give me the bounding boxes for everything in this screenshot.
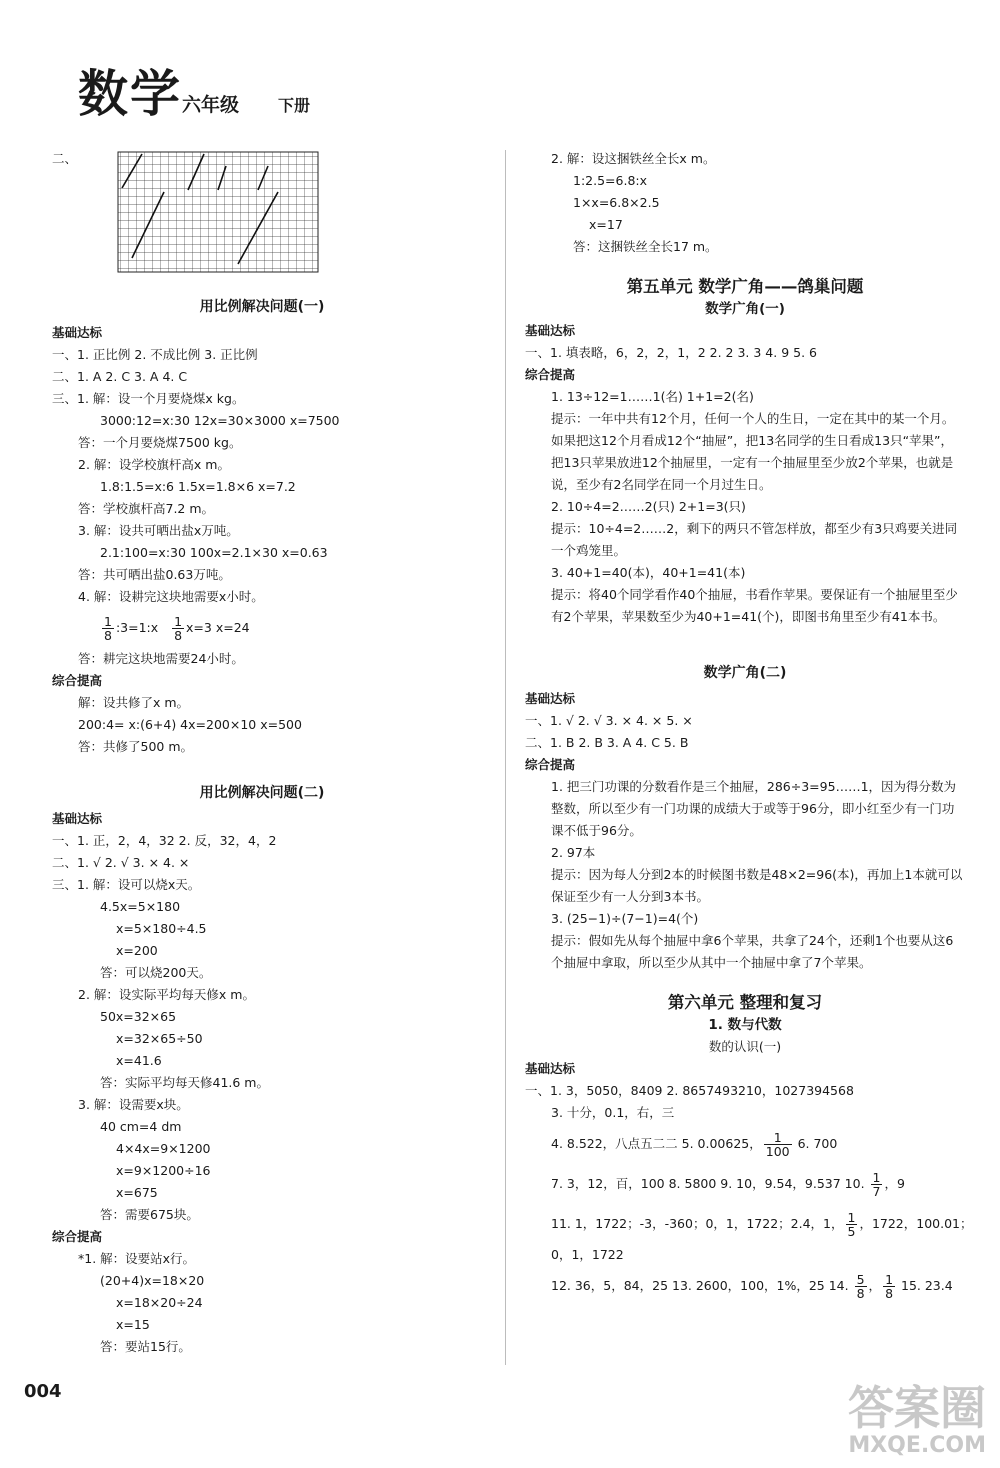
answer-line: 3. (25−1)÷(7−1)=4(个) [551, 911, 699, 926]
answer-line: 答：学校旗杆高7.2 m。 [78, 501, 215, 516]
hint-paragraph: 提示：10÷4=2……2，剩下的两只不管怎样放，都至少有3只鸡要关进同一个鸡笼里。 [551, 521, 958, 558]
page-number: 004 [24, 1381, 62, 1402]
answer-line: 2. 97本 [551, 845, 596, 860]
answer-line: x=41.6 [116, 1053, 162, 1068]
watermark-logo-text: 答案圈 [848, 1381, 986, 1435]
answer-line: 三、1. 解：设可以烧x天。 [52, 877, 201, 892]
subsection-basic: 基础达标 [525, 691, 576, 706]
watermark [848, 1382, 986, 1458]
answer-line: 二、1. A 2. C 3. A 4. C [52, 369, 188, 384]
subsection-basic: 基础达标 [525, 1061, 576, 1076]
answer-line: 答：这捆铁丝全长17 m。 [573, 239, 718, 254]
answer-line: *1. 解：设要站x行。 [78, 1251, 196, 1266]
hint-paragraph: 提示：一年中共有12个月，任何一个人的生日，一定在其中的某一个月。如果把这12个月看成12个“抽屉”，把13名同学的生日看成13只“苹果”，把13只苹果放进12个抽屉里，一定有一个抽屉里至少放2个苹果，也就是说，至少有2名同学在同一个月过生日。 [551, 411, 955, 492]
answer-line: 3. 40+1=40(本)，40+1=41(本) [551, 565, 746, 580]
answer-line-fraction: 11. 1，1722；-3，-360；0，1，1722；2.4，1， $\frac{1}{5}$ ，1722，100.01； [551, 1210, 973, 1239]
answer-line: 4.5x=5×180 [100, 899, 181, 914]
fraction: $\frac{5}{8}$ [856, 1272, 865, 1301]
answer-line: 答：需要675块。 [100, 1207, 199, 1222]
answer-line: 二、1. √ 2. √ 3. × 4. × [52, 855, 190, 870]
answer-line: 一、1. 填表略，6，2，2，1，2 2. 2 3. 3 4. 9 5. 6 [525, 345, 817, 360]
watermark-url: MXQE.COM [848, 1433, 986, 1458]
answer-line: 4. 解：设耕完这块地需要x小时。 [78, 589, 264, 604]
answer-line: x=200 [116, 943, 158, 958]
answer-line: x=18×20÷24 [116, 1295, 203, 1310]
answer-line: 3. 解：设需要x块。 [78, 1097, 189, 1112]
answer-line: 1. 13÷12=1……1(名) 1+1=2(名) [551, 389, 754, 404]
section-title: 数学广角(二) [703, 665, 787, 681]
unit-subtitle: 数学广角(一) [705, 301, 785, 317]
answer-line: 200:4= x:(6+4) 4x=200×10 x=500 [78, 717, 302, 732]
subsection-basic: 基础达标 [525, 323, 576, 338]
answer-line: 答：要站15行。 [100, 1339, 191, 1354]
answer-line-fraction: $\frac{1}{8}$ :3=1:x $\frac{1}{8}$ x=3 x=24 [104, 614, 250, 643]
answer-line: 1.8:1.5=x:6 1.5x=1.8×6 x=7.2 [100, 479, 296, 494]
answer-line: 解：设共修了x m。 [78, 695, 190, 710]
answer-line: 2.1:100=x:30 100x=2.1×30 x=0.63 [100, 545, 328, 560]
grade-label: 六年级 [182, 94, 240, 116]
subsection-advanced: 综合提高 [52, 1229, 103, 1244]
answer-line-fraction: 12. 36，5，84，25 13. 2600，100，1%，25 14. $\frac{5}{8}$ ， $\frac{1}{8}$ 15. 23.4 [551, 1272, 953, 1301]
answer-line: 2. 解：设实际平均每天修x m。 [78, 987, 255, 1002]
fraction: $\frac{1}{100}$ [765, 1130, 790, 1159]
answer-line-fraction: 4. 8.522，八点五二二 5. 0.00625， $\frac{1}{100}$ 6. 700 [551, 1130, 838, 1159]
hint-paragraph: 1. 把三门功课的分数看作是三个抽屉，286÷3=95……1，因为得分数为整数，所以至少有一门功课的成绩大于或等于96分，即小红至少有一门功课不低于96分。 [551, 779, 957, 838]
grid-figure [88, 148, 328, 278]
answer-line: 答：共可晒出盐0.63万吨。 [78, 567, 231, 582]
answer-line: 1:2.5=6.8:x [573, 173, 648, 188]
answer-line: 4×4x=9×1200 [116, 1141, 211, 1156]
answer-line: 三、1. 解：设一个月要烧煤x kg。 [52, 391, 245, 406]
answer-line: 一、1. 正，2，4，32 2. 反，32，4，2 [52, 833, 277, 848]
answer-line: x=5×180÷4.5 [116, 921, 207, 936]
answer-line: 50x=32×65 [100, 1009, 177, 1024]
subsection-advanced: 综合提高 [52, 673, 103, 688]
answer-line: 1×x=6.8×2.5 [573, 195, 660, 210]
answer-line: 2. 解：设学校旗杆高x m。 [78, 457, 230, 472]
subsection-advanced: 综合提高 [525, 367, 576, 382]
answer-line: 0，1，1722 [551, 1247, 624, 1262]
answer-line: x=15 [116, 1317, 150, 1332]
answer-line: 答：实际平均每天修41.6 m。 [100, 1075, 269, 1090]
answer-line: 一、1. 正比例 2. 不成比例 3. 正比例 [52, 347, 258, 362]
subsection-basic: 基础达标 [52, 811, 103, 826]
answer-line: 3. 解：设共可晒出盐x万吨。 [78, 523, 239, 538]
answer-line: 答：一个月要烧煤7500 kg。 [78, 435, 242, 450]
hint-paragraph: 提示：将40个同学看作40个抽屉，书看作苹果。要保证有一个抽屉里至少有2个苹果，苹果数至少为40+1=41(个)，即图书角里至少有41本书。 [551, 587, 958, 624]
answer-line: 2. 解：设这捆铁丝全长x m。 [551, 151, 716, 166]
answer-line: 答：共修了500 m。 [78, 739, 194, 754]
term-label: 下册 [278, 96, 311, 115]
subsection-advanced: 综合提高 [525, 757, 576, 772]
grid-answer [52, 148, 472, 282]
answer-line: x=32×65÷50 [116, 1031, 203, 1046]
subsection-basic: 基础达标 [52, 325, 103, 340]
fraction: $\frac{1}{5}$ [847, 1210, 856, 1239]
answer-line: 答：可以烧200天。 [100, 965, 212, 980]
answer-line: 3000:12=x:30 12x=30×3000 x=7500 [100, 413, 340, 428]
answer-line: 40 cm=4 dm [100, 1119, 182, 1134]
answer-line: 一、1. √ 2. √ 3. × 4. × 5. × [525, 713, 693, 728]
left-column [52, 148, 472, 1358]
answer-line: 一、1. 3，5050，8409 2. 8657493210，1027394568 [525, 1083, 854, 1098]
answer-line: 二、1. B 2. B 3. A 4. C 5. B [525, 735, 689, 750]
answer-line: 2. 10÷4=2……2(只) 2+1=3(只) [551, 499, 746, 514]
fraction: $\frac{1}{8}$ [885, 1272, 894, 1301]
column-divider [505, 150, 506, 1365]
fraction: $\frac{1}{8}$ [104, 614, 112, 643]
answer-line: x=675 [116, 1185, 158, 1200]
unit-subtitle: 1. 数与代数 [708, 1017, 782, 1033]
answer-line: x=17 [589, 217, 623, 232]
section-title: 用比例解决问题(二) [199, 785, 325, 801]
unit-subtitle-2: 数的认识(一) [708, 1039, 782, 1054]
grid-question-label: 二、 [52, 151, 78, 166]
section-title: 用比例解决问题(一) [199, 299, 325, 315]
unit-title: 第五单元 数学广角——鸽巢问题 [626, 277, 864, 296]
fraction: $\frac{1}{7}$ [872, 1170, 881, 1199]
answer-line-fraction: 7. 3，12，百，100 8. 5800 9. 10，9.54，9.537 10. $\frac{1}{7}$ ，9 [551, 1170, 905, 1199]
answer-line: 答：耕完这块地需要24小时。 [78, 651, 244, 666]
hint-paragraph: 提示：因为每人分到2本的时候图书数是48×2=96(本)，再加上1本就可以保证至少有一人分到3本书。 [551, 867, 963, 904]
subject-title: 数学 [78, 65, 182, 123]
fraction: $\frac{1}{8}$ [174, 614, 183, 643]
answer-line: x=9×1200÷16 [116, 1163, 211, 1178]
hint-paragraph: 提示：假如先从每个抽屉中拿6个苹果，共拿了24个，还剩1个也要从这6个抽屉中拿取，所以至少从其中一个抽屉中拿了7个苹果。 [551, 933, 954, 970]
answer-line: 3. 十分，0.1，右，三 [551, 1105, 675, 1120]
answer-line: (20+4)x=18×20 [100, 1273, 205, 1288]
right-column [525, 148, 973, 1306]
unit-title: 第六单元 整理和复习 [667, 993, 823, 1012]
